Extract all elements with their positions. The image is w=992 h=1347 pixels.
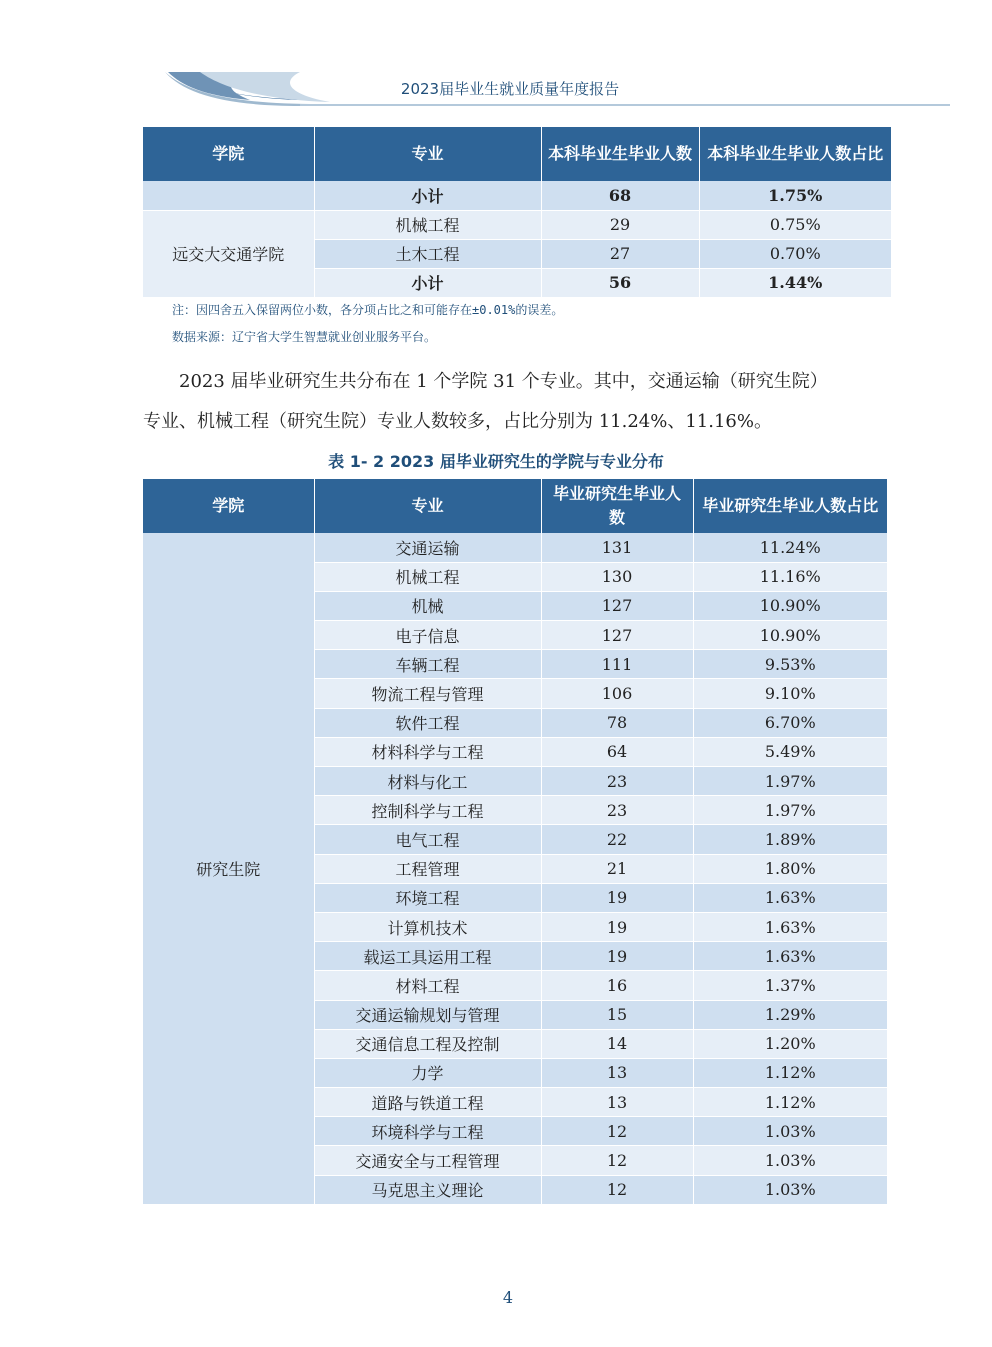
major-cell: 计算机技术: [314, 912, 541, 941]
count-cell: 19: [541, 912, 693, 941]
header-college: 学院: [143, 127, 314, 181]
graduate-table: [143, 479, 887, 1205]
percent-cell: 1.63%: [693, 942, 887, 971]
count-cell: 12: [541, 1175, 693, 1204]
count-cell: 64: [541, 737, 693, 766]
summary-paragraph-line1: 2023 届毕业研究生共分布在 1 个学院 31 个专业。其中，交通运输（研究生院）: [179, 371, 828, 392]
major-cell: 马克思主义理论: [314, 1175, 541, 1204]
count-cell: 111: [541, 650, 693, 679]
header-percent: 毕业研究生毕业人数占比: [693, 479, 887, 533]
major-cell: 环境工程: [314, 883, 541, 912]
count-cell: 23: [541, 767, 693, 796]
count-cell: 19: [541, 942, 693, 971]
count-cell: 12: [541, 1117, 693, 1146]
major-cell: 车辆工程: [314, 650, 541, 679]
percent-cell: 1.37%: [693, 971, 887, 1000]
table-row: [143, 181, 891, 210]
count-cell: 13: [541, 1088, 693, 1117]
count-cell: 23: [541, 796, 693, 825]
percent-cell: 5.49%: [693, 737, 887, 766]
count-cell: 19: [541, 883, 693, 912]
percent-cell: 1.20%: [693, 1029, 887, 1058]
major-cell: 材料工程: [314, 971, 541, 1000]
percent-cell: 11.24%: [693, 533, 887, 562]
table-caption: 表 1- 2 2023 届毕业研究生的学院与专业分布: [328, 452, 664, 471]
college-cell: 远交大交通学院: [143, 210, 314, 297]
major-cell: 环境科学与工程: [314, 1117, 541, 1146]
table-row: [143, 210, 891, 239]
major-cell: 机械: [314, 591, 541, 620]
major-cell: 材料与化工: [314, 767, 541, 796]
count-cell: 68: [541, 181, 699, 210]
header-major: 专业: [314, 127, 541, 181]
major-cell: 交通安全与工程管理: [314, 1146, 541, 1175]
count-cell: 127: [541, 621, 693, 650]
header-college: 学院: [143, 479, 314, 533]
percent-cell: 6.70%: [693, 708, 887, 737]
major-cell: 小计: [314, 268, 541, 297]
major-cell: 材料科学与工程: [314, 737, 541, 766]
count-cell: 127: [541, 591, 693, 620]
major-cell: 电子信息: [314, 621, 541, 650]
percent-cell: 10.90%: [693, 621, 887, 650]
percent-cell: 10.90%: [693, 591, 887, 620]
percent-cell: 11.16%: [693, 562, 887, 591]
major-cell: 软件工程: [314, 708, 541, 737]
major-cell: 电气工程: [314, 825, 541, 854]
major-cell: 力学: [314, 1058, 541, 1087]
page-number: 4: [502, 1288, 514, 1307]
percent-cell: 1.29%: [693, 1000, 887, 1029]
count-cell: 16: [541, 971, 693, 1000]
header-count: 毕业研究生毕业人数: [541, 479, 693, 533]
college-cell: 研究生院: [143, 533, 314, 1204]
percent-cell: 9.10%: [693, 679, 887, 708]
major-cell: 交通运输: [314, 533, 541, 562]
count-cell: 29: [541, 210, 699, 239]
header-major: 专业: [314, 479, 541, 533]
report-title: 2023届毕业生就业质量年度报告: [400, 80, 620, 98]
major-cell: 交通运输规划与管理: [314, 1000, 541, 1029]
percent-cell: 1.63%: [693, 883, 887, 912]
percent-cell: 9.53%: [693, 650, 887, 679]
percent-cell: 1.03%: [693, 1117, 887, 1146]
header-percent: 本科毕业生毕业人数占比: [699, 127, 891, 181]
college-cell: [143, 181, 314, 210]
major-cell: 小计: [314, 181, 541, 210]
percent-cell: 1.44%: [699, 268, 891, 297]
percent-cell: 1.03%: [693, 1146, 887, 1175]
graduate-table-body: [143, 533, 887, 1204]
percent-cell: 1.03%: [693, 1175, 887, 1204]
percent-cell: 0.75%: [699, 210, 891, 239]
count-cell: 15: [541, 1000, 693, 1029]
summary-paragraph-line2: 专业、机械工程（研究生院）专业人数较多，占比分别为 11.24%、11.16%。: [143, 411, 772, 432]
major-cell: 物流工程与管理: [314, 679, 541, 708]
count-cell: 131: [541, 533, 693, 562]
undergrad-table: [143, 127, 891, 298]
rounding-note: 注：因四舍五入保留两位小数，各分项占比之和可能存在±0.01%的误差。: [172, 303, 564, 317]
count-cell: 130: [541, 562, 693, 591]
count-cell: 14: [541, 1029, 693, 1058]
count-cell: 22: [541, 825, 693, 854]
percent-cell: 1.97%: [693, 796, 887, 825]
header-count: 本科毕业生毕业人数: [541, 127, 699, 181]
count-cell: 78: [541, 708, 693, 737]
percent-cell: 0.70%: [699, 239, 891, 268]
percent-cell: 1.97%: [693, 767, 887, 796]
table-header-row: [143, 479, 887, 533]
major-cell: 载运工具运用工程: [314, 942, 541, 971]
major-cell: 交通信息工程及控制: [314, 1029, 541, 1058]
percent-cell: 1.12%: [693, 1088, 887, 1117]
major-cell: 工程管理: [314, 854, 541, 883]
count-cell: 13: [541, 1058, 693, 1087]
count-cell: 56: [541, 268, 699, 297]
percent-cell: 1.89%: [693, 825, 887, 854]
major-cell: 机械工程: [314, 562, 541, 591]
count-cell: 12: [541, 1146, 693, 1175]
table-row: [143, 533, 887, 562]
page-header: [0, 0, 992, 110]
count-cell: 106: [541, 679, 693, 708]
percent-cell: 1.80%: [693, 854, 887, 883]
major-cell: 控制科学与工程: [314, 796, 541, 825]
major-cell: 土木工程: [314, 239, 541, 268]
table-header-row: [143, 127, 891, 181]
data-source-note: 数据来源：辽宁省大学生智慧就业创业服务平台。: [172, 330, 437, 344]
count-cell: 21: [541, 854, 693, 883]
percent-cell: 1.12%: [693, 1058, 887, 1087]
percent-cell: 1.63%: [693, 912, 887, 941]
percent-cell: 1.75%: [699, 181, 891, 210]
major-cell: 机械工程: [314, 210, 541, 239]
count-cell: 27: [541, 239, 699, 268]
major-cell: 道路与铁道工程: [314, 1088, 541, 1117]
